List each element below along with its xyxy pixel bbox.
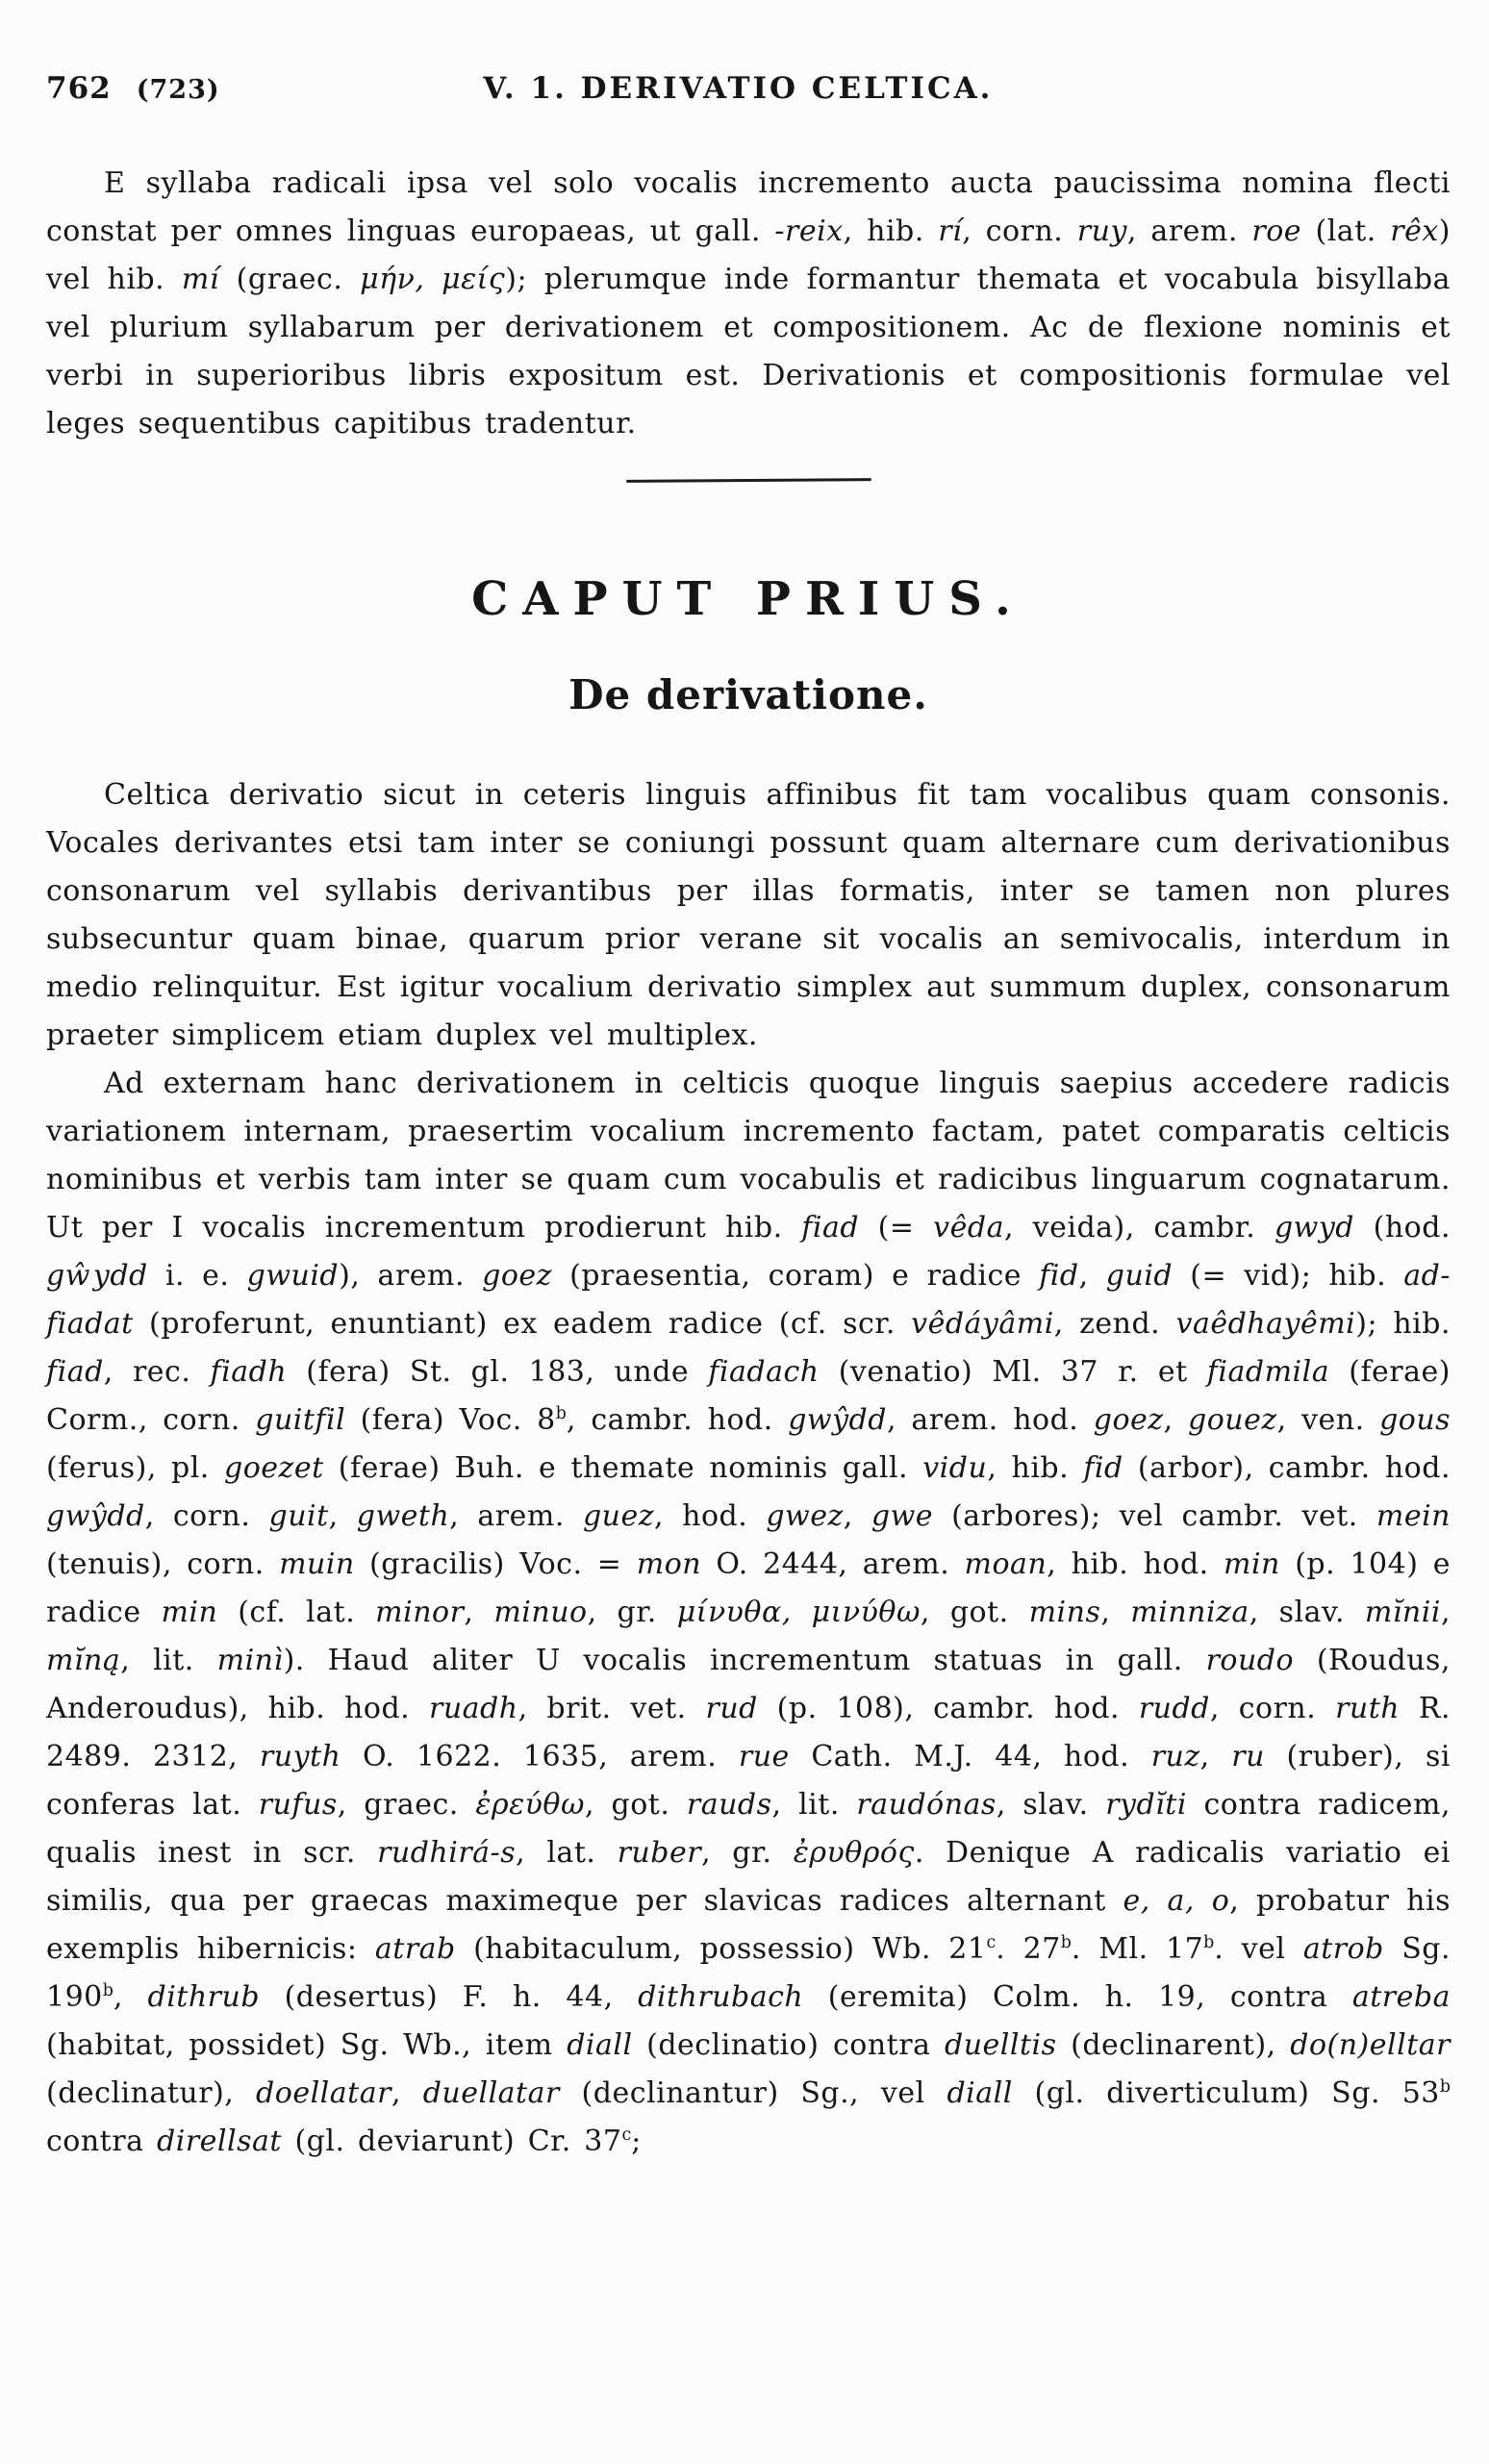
chapter-subheading: De derivatione.: [568, 670, 928, 718]
page-number-main: 762: [46, 71, 112, 106]
page-body: [46, 160, 1451, 2166]
running-head: [46, 67, 1451, 110]
paragraph-intro: E syllaba radicali ipsa vel solo vocalis incremento aucta paucissima nomina flecti constat per omnes linguas europaeas, ut gall. -reix, hib. rí, corn. ruy, arem. roe (lat. rêx) vel hib. mí (graec. μήν, μείς); plerumque inde formantur themata et vocabula bisyllaba vel plurium syllabarum per derivationem et compositionem. Ac de flexione nominis et verbi in superioribus libris expositum est. Derivationis et compositionis formulae vel leges sequentibus capitibus tradentur.: [46, 166, 1451, 440]
paragraph-examples: Ad externam hanc derivationem in celticis quoque linguis saepius accedere radicis variationem internam, praesertim vocalium incremento factam, patet comparatis celticis nominibus et verbis tam inter se quam cum vocabulis et radicibus linguarum cognatarum. Ut per I vocalis incrementum prodierunt hib. fiad (= vêda, veida), cambr. gwyd (hod. gŵydd i. e. gwuid), arem. goez (praesentia, coram) e radice fid, guid (= vid); hib. ad-fiadat (proferunt, enuntiant) ex eadem radice (cf. scr. vêdáyâmi, zend. vaêdhayêmi); hib. fiad, rec. fiadh (fera) St. gl. 183, unde fiadach (venatio) Ml. 37 r. et fiadmila (ferae) Corm., corn. guitfil (fera) Voc. 8$^b$, cambr. hod. gwŷdd, arem. hod. goez, gouez, ven. gous (ferus), pl. goezet (ferae) Buh. e themate nominis gall. vidu, hib. fid (arbor), cambr. hod. gwŷdd, corn. guit, gweth, arem. guez, hod. gwez, gwe (arbores); vel cambr. vet. mein (tenuis), corn. muin (gracilis) Voc. = mon O. 2444, arem. moan, hib. hod. min (p. 104) e radice min (cf. lat. minor, minuo, gr. μίνυθα, μινύθω, got. mins, minniza, slav. mĭnii, mĭną, lit. minì). Haud aliter U vocalis incrementum statuas in gall. roudo (Roudus, Anderoudus), hib. hod. ruadh, brit. vet. rud (p. 108), cambr. hod. rudd, corn. ruth R. 2489. 2312, ruyth O. 1622. 1635, arem. rue Cath. M.J. 44, hod. ruz, ru (ruber), si conferas lat. rufus, graec. ἐρεύθω, got. rauds, lit. raudónas, slav. rydĭti contra radicem, qualis inest in scr. rudhirá-s, lat. ruber, gr. ἐρυθρός. Denique A radicalis variatio ei similis, qua per graecas maximeque per slavicas radices alternant e, a, o, probatur his exemplis hibernicis: atrab (habitaculum, possessio) Wb. 21$^c$. 27$^b$. Ml. 17$^b$. vel atrob Sg. 190$^b$, dithrub (desertus) F. h. 44, dithrubach (eremita) Colm. h. 19, contra atreba (habitat, possidet) Sg. Wb., item diall (declinatio) contra duelltis (declinarent), do(n)elltar (declinatur), doellatar, duellatar (declinantur) Sg., vel diall (gl. diverticulum) Sg. 53$^b$ contra direllsat (gl. deviarunt) Cr. 37$^c$;: [46, 1066, 1451, 2158]
page-number: [46, 67, 220, 112]
chapter-heading: CAPUT PRIUS.: [471, 572, 1025, 626]
page-number-alt: (723): [136, 75, 220, 105]
section-divider-rule: [625, 478, 871, 483]
running-title: V. 1. DERIVATIO CELTICA.: [483, 71, 994, 106]
paragraph-derivation: Celtica derivatio sicut in ceteris linguis affinibus fit tam vocalibus quam consonis. Vocales derivantes etsi tam inter se coniungi possunt quam alternare cum derivationibus consonarum vel syllabis derivantibus per illas formatis, inter se tamen non plures subsecuntur quam binae, quarum prior verane sit vocalis an semivocalis, interdum in medio relinquitur. Est igitur vocalium derivatio simplex aut summum duplex, consonarum praeter simplicem etiam duplex vel multiplex.: [46, 777, 1451, 1052]
